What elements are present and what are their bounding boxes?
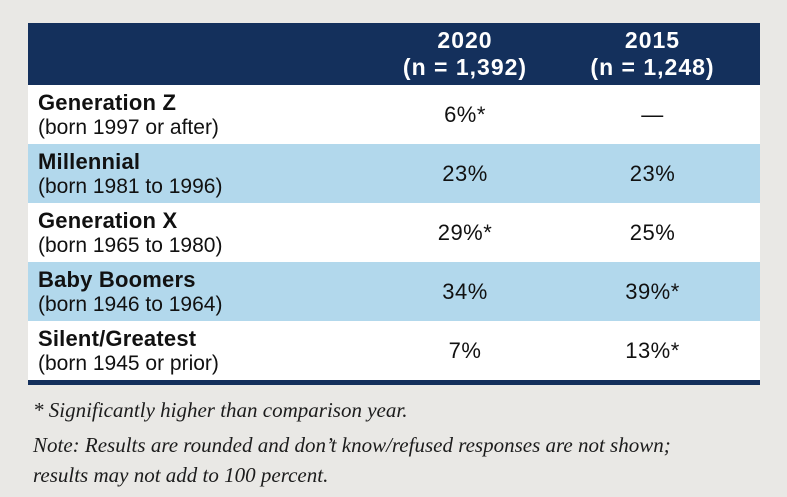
value-2015: — (641, 101, 664, 127)
table-row-generation-z (28, 85, 760, 144)
value-2015: 23% (629, 160, 676, 186)
row-label-cell (28, 262, 385, 321)
value-2020: 23% (442, 160, 488, 186)
column-year-2020: 2020 (437, 27, 493, 53)
generation-born-range: (born 1946 to 1964) (38, 292, 223, 316)
table-row-silent-greatest (28, 321, 760, 380)
column-header-2015 (545, 23, 760, 85)
generation-born-range: (born 1965 to 1980) (38, 233, 223, 257)
row-label-cell (28, 203, 385, 262)
generation-born-range: (born 1945 or prior) (38, 351, 219, 375)
significance-footnote: * Significantly higher than comparison year. (33, 398, 408, 422)
value-2020: 34% (442, 278, 488, 304)
column-n-2015: (n = 1,248) (590, 54, 715, 80)
value-2015: 25% (629, 219, 676, 245)
generation-label: Generation X (38, 207, 178, 233)
table-header-row (28, 23, 760, 85)
value-2020: 6%* (444, 101, 486, 127)
methodology-note: Note: Results are rounded and don’t know/refused responses are not shown; results may not add to 100 percent. (33, 433, 671, 487)
generation-born-range: (born 1997 or after) (38, 115, 219, 139)
value-2020: 7% (448, 337, 482, 363)
generation-label: Millennial (38, 148, 141, 174)
row-label-cell (28, 144, 385, 203)
generation-comparison-table (28, 23, 760, 385)
generation-label: Generation Z (38, 89, 177, 115)
generation-label: Baby Boomers (38, 266, 196, 292)
generation-born-range: (born 1981 to 1996) (38, 174, 223, 198)
column-header-2020 (385, 23, 545, 85)
generation-label: Silent/Greatest (38, 325, 197, 351)
value-2020: 29%* (437, 219, 493, 245)
table-row-generation-x (28, 203, 760, 262)
value-2015: 39%* (625, 278, 680, 304)
table-row-millennial (28, 144, 760, 203)
row-label-cell (28, 85, 385, 144)
header-label-spacer (28, 23, 385, 85)
value-2015: 13%* (625, 337, 680, 363)
table-row-baby-boomers (28, 262, 760, 321)
column-n-2020: (n = 1,392) (402, 54, 528, 80)
row-label-cell (28, 321, 385, 380)
column-year-2015: 2015 (624, 27, 681, 53)
